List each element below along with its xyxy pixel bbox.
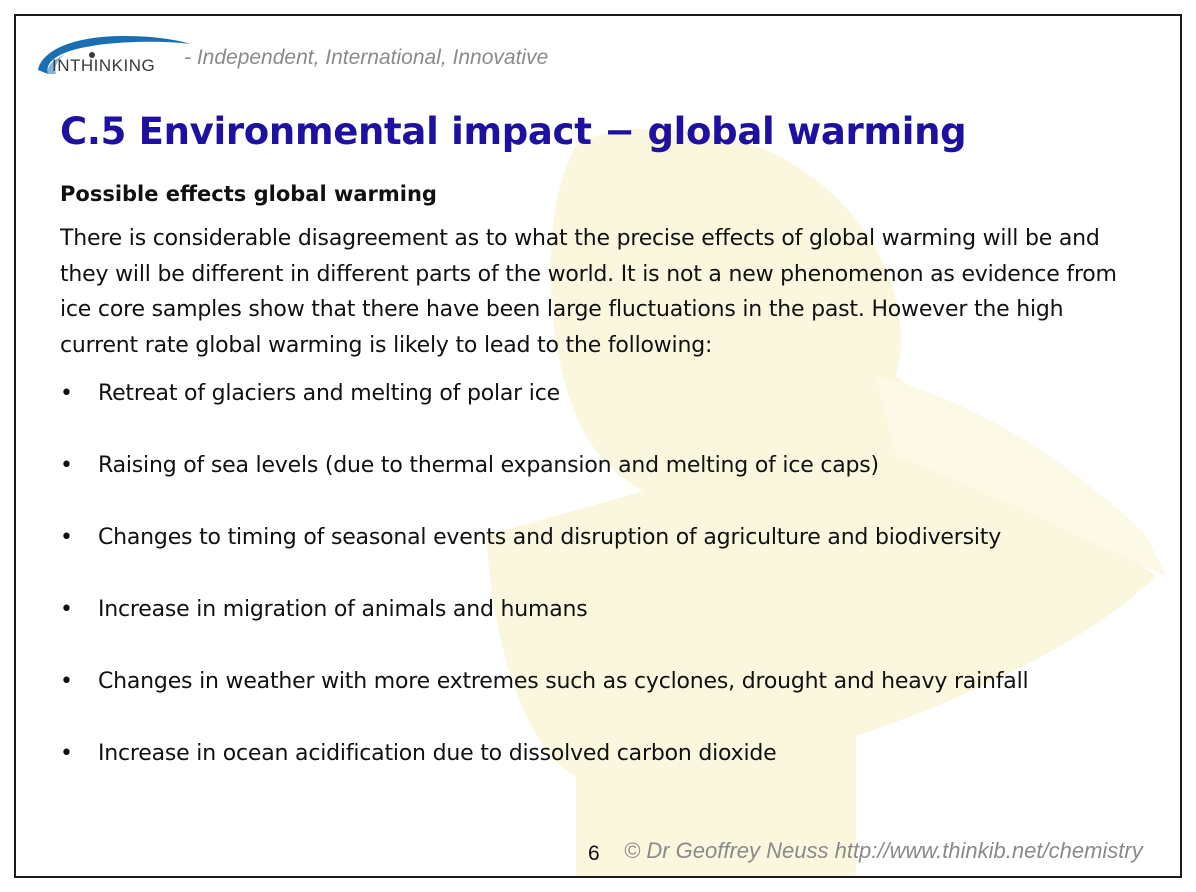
list-item	[56, 448, 1156, 520]
list-item	[56, 592, 1156, 664]
bullet-icon: •	[60, 741, 73, 766]
list-item-text: Increase in ocean acidification due to dissolved carbon dioxide	[98, 741, 777, 766]
list-item-text: Changes to timing of seasonal events and disruption of agriculture and biodiversity	[98, 525, 1002, 550]
page-number: 6	[588, 842, 600, 865]
list-item	[56, 664, 1156, 736]
list-item-text: Retreat of glaciers and melting of polar ice	[98, 381, 560, 406]
list-item-text: Increase in migration of animals and humans	[98, 597, 588, 622]
slide-title: C.5 Environmental impact − global warming	[60, 110, 967, 153]
copyright-notice: © Dr Geoffrey Neuss http://www.thinkib.net/chemistry	[624, 838, 1143, 863]
list-item	[56, 520, 1156, 592]
list-item-text: Changes in weather with more extremes such as cyclones, drought and heavy rainfall	[98, 669, 1029, 694]
tagline: - Independent, International, Innovative	[184, 46, 549, 69]
bullet-icon: •	[60, 453, 73, 478]
slide	[14, 14, 1182, 878]
effects-list	[56, 376, 1156, 808]
section-subheading: Possible effects global warming	[60, 182, 437, 206]
list-item-text: Raising of sea levels (due to thermal expansion and melting of ice caps)	[98, 453, 879, 478]
bullet-icon: •	[60, 525, 73, 550]
bullet-icon: •	[60, 381, 73, 406]
bullet-icon: •	[60, 597, 73, 622]
logo-text: INTHINKING	[52, 56, 156, 75]
list-item	[56, 376, 1156, 448]
bullet-icon: •	[60, 669, 73, 694]
list-item	[56, 736, 1156, 808]
intro-paragraph: There is considerable disagreement as to what the precise effects of global warming will be and they will be different in different parts of the world. It is not a new phenomenon as evidence from ice core samples show that there have been large fluctuations in the past. However the high current rate global warming is likely to lead to the following:	[60, 226, 1117, 358]
